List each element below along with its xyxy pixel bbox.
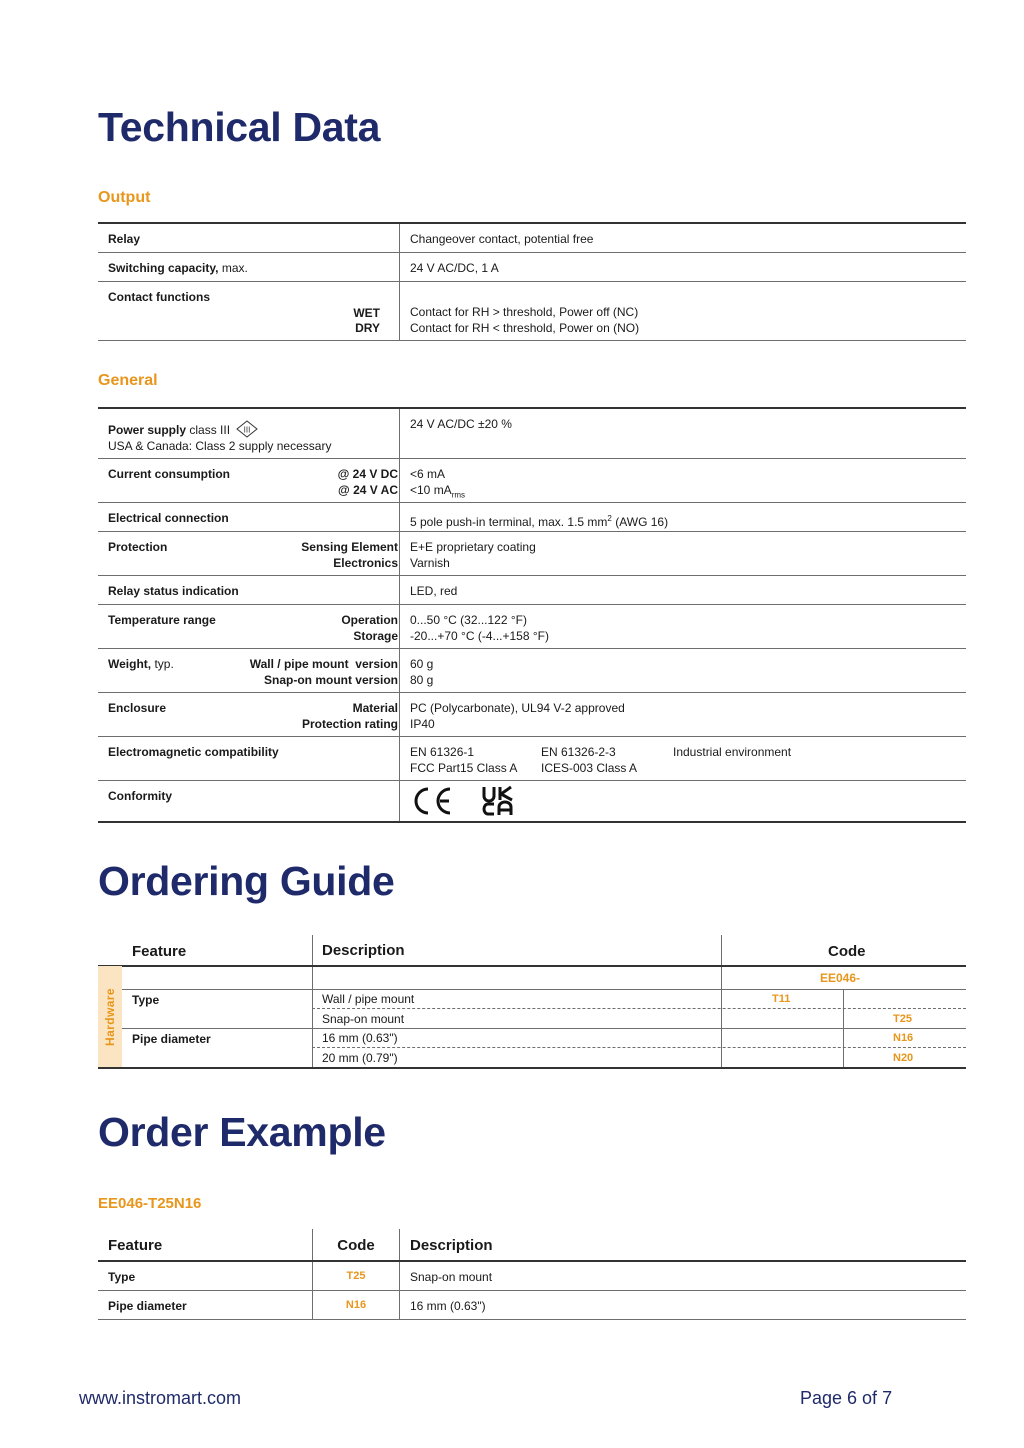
row-relay — [98, 224, 966, 253]
weight-sub1: Wall / pipe mount version — [249, 657, 398, 671]
row-protection — [98, 532, 966, 576]
weight-label: Weight, — [108, 657, 152, 671]
switching-label-suffix: max. — [218, 261, 248, 275]
power-label: Power supply — [108, 423, 187, 437]
ordering-guide-table — [98, 935, 966, 1069]
emc-c1: EN 61326-1 — [410, 745, 475, 759]
oe-col-code: Code — [337, 1237, 375, 1254]
relay-value: Changeover contact, potential free — [410, 232, 594, 246]
weight-value1: 60 g — [410, 657, 434, 671]
og-pipe-code-2: N20 — [893, 1052, 914, 1064]
power-value: 24 V AC/DC ±20 % — [410, 417, 512, 431]
power-line2: USA & Canada: Class 2 supply necessary — [108, 438, 332, 453]
oe-type-description: Snap-on mount — [410, 1270, 493, 1284]
row-contact — [98, 282, 966, 341]
footer-page-number: Page 6 of 7 — [800, 1388, 893, 1408]
relay-status-label: Relay status indication — [108, 584, 239, 598]
oe-col-description: Description — [410, 1237, 493, 1254]
row-switching — [98, 253, 966, 282]
order-example-title: Order Example — [98, 1109, 386, 1155]
enclosure-sub2: Protection rating — [301, 716, 398, 731]
general-table — [98, 407, 966, 823]
current-sub2: @ 24 V AC — [338, 482, 398, 497]
emc-c5: ICES-003 Class A — [541, 760, 638, 775]
svg-text:III: III — [244, 425, 251, 435]
footer-url-link[interactable]: www.instromart.com — [79, 1388, 242, 1408]
electrical-value-tail: (AWG 16) — [611, 515, 669, 529]
output-table — [98, 222, 966, 341]
emc-c3: Industrial environment — [673, 745, 792, 759]
og-type-code-1: T11 — [772, 993, 791, 1005]
output-heading: Output — [98, 189, 151, 206]
order-example-code: EE046-T25N16 — [98, 1195, 202, 1212]
contact-dry: DRY — [355, 321, 380, 335]
oe-type-code: T25 — [346, 1270, 366, 1282]
og-type-desc-2: Snap-on mount — [322, 1012, 405, 1026]
og-pipe-desc-2: 20 mm (0.79") — [322, 1051, 398, 1065]
row-conformity — [98, 781, 966, 823]
electrical-value-sup: 2 — [607, 514, 612, 523]
current-label: Current consumption — [108, 467, 230, 481]
weight-label-suffix: typ. — [151, 657, 174, 671]
og-pipe-desc-1: 16 mm (0.63") — [322, 1031, 398, 1045]
temperature-value1: 0...50 °C (32...122 °F) — [410, 613, 527, 627]
enclosure-sub1: Material — [352, 701, 398, 715]
electrical-label: Electrical connection — [108, 511, 229, 525]
oe-row-pipe — [98, 1291, 966, 1320]
oe-col-feature: Feature — [108, 1237, 163, 1254]
switching-value: 24 V AC/DC, 1 A — [410, 261, 499, 275]
og-pipe-code-1: N16 — [893, 1032, 914, 1044]
current-value2: <10 mA — [410, 482, 452, 497]
row-emc — [98, 737, 966, 781]
temperature-label: Temperature range — [108, 613, 216, 627]
emc-c4: FCC Part15 Class A — [410, 760, 518, 775]
og-type-code-2: T25 — [893, 1013, 912, 1025]
oe-pipe-code: N16 — [345, 1299, 367, 1311]
protection-value1: E+E proprietary coating — [410, 540, 536, 554]
og-prefix: EE046- — [820, 971, 861, 985]
page-title: Technical Data — [98, 104, 381, 150]
oe-type-feature: Type — [108, 1270, 136, 1284]
switching-label: Switching capacity, — [108, 261, 219, 275]
row-power-supply — [98, 409, 966, 459]
temperature-value2: -20...+70 °C (-4...+158 °F) — [410, 628, 549, 643]
enclosure-value1: PC (Polycarbonate), UL94 V-2 approved — [410, 701, 625, 715]
row-current — [98, 459, 966, 503]
protection-sub2: Electronics — [333, 555, 398, 570]
weight-sub2: Snap-on mount version — [263, 672, 398, 687]
contact-wet-value: Contact for RH > threshold, Power off (NC) — [410, 305, 639, 319]
order-example-table — [98, 1229, 966, 1320]
ukca-mark-icon — [481, 785, 515, 817]
og-col-description: Description — [322, 942, 405, 959]
general-heading: General — [98, 372, 158, 389]
electrical-value: 5 pole push-in terminal, max. 1.5 mm — [410, 515, 608, 529]
oe-pipe-feature: Pipe diameter — [108, 1299, 187, 1313]
conformity-label: Conformity — [108, 789, 172, 803]
oe-pipe-description: 16 mm (0.63") — [410, 1299, 486, 1313]
row-weight — [98, 649, 966, 693]
og-col-code: Code — [828, 943, 866, 960]
hardware-label: Hardware — [103, 988, 117, 1046]
contact-label: Contact functions — [108, 290, 210, 304]
emc-c2: EN 61326-2-3 — [541, 745, 616, 759]
contact-wet: WET — [353, 305, 380, 320]
og-pipe-label: Pipe diameter — [132, 1032, 211, 1046]
og-col-feature: Feature — [132, 943, 187, 960]
oe-row-type — [98, 1262, 966, 1291]
row-relay-status — [98, 576, 966, 605]
row-enclosure — [98, 693, 966, 737]
row-temperature — [98, 605, 966, 649]
row-electrical — [98, 503, 966, 532]
og-type-desc-1: Wall / pipe mount — [322, 992, 415, 1006]
ce-mark-icon — [410, 785, 454, 817]
relay-label: Relay — [108, 232, 141, 246]
protection-value2: Varnish — [410, 555, 450, 570]
protection-sub1: Sensing Element — [301, 540, 398, 554]
class-iii-icon — [236, 420, 258, 438]
og-type-label: Type — [132, 993, 160, 1007]
enclosure-label: Enclosure — [108, 701, 167, 715]
emc-label: Electromagnetic compatibility — [108, 745, 279, 759]
temperature-sub2: Storage — [353, 628, 398, 643]
current-value1: <6 mA — [410, 467, 446, 481]
temperature-sub1: Operation — [341, 613, 398, 627]
current-sub1: @ 24 V DC — [337, 467, 398, 481]
contact-dry-value: Contact for RH < threshold, Power on (NO) — [410, 320, 640, 335]
weight-value2: 80 g — [410, 672, 434, 687]
ordering-guide-title: Ordering Guide — [98, 858, 395, 904]
enclosure-value2: IP40 — [410, 716, 435, 731]
current-value2-sub: rms — [451, 489, 466, 499]
power-label-suffix: class III — [186, 423, 231, 437]
protection-label: Protection — [108, 540, 168, 554]
relay-status-value: LED, red — [410, 584, 458, 598]
